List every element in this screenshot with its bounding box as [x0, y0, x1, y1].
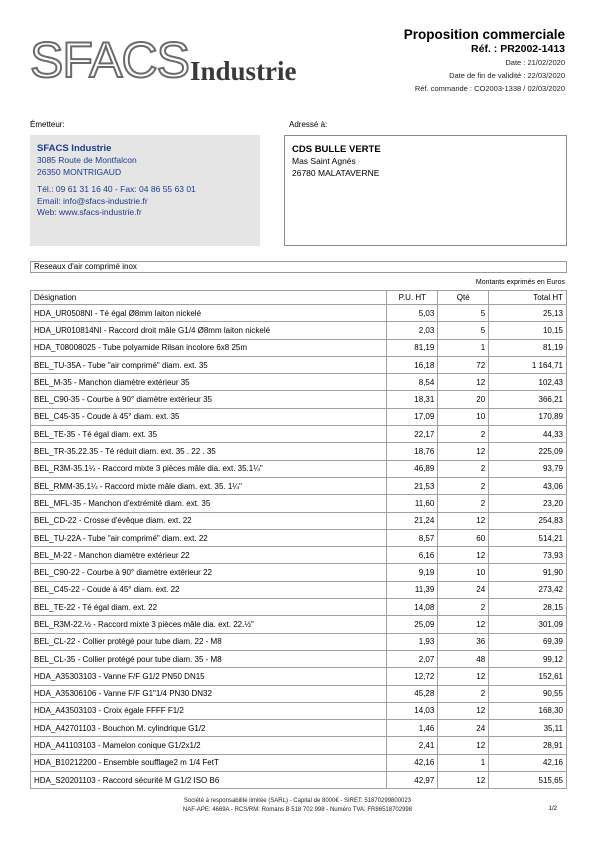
- cell-total: 254,83: [489, 512, 567, 529]
- legal-footer: [0, 797, 595, 815]
- cell-total: 168,30: [489, 702, 567, 719]
- cell-designation: BEL_CL-22 - Collier protégé pour tube diam. 22 - M8: [31, 633, 387, 650]
- cell-designation: HDA_A43503103 - Croix égale FFFF F1/2: [31, 702, 387, 719]
- table-row: [31, 305, 567, 322]
- document-reference: Réf. : PR2002-1413: [471, 43, 565, 55]
- table-row: [31, 495, 567, 512]
- recipient-box: [284, 135, 567, 246]
- recipient-name: CDS BULLE VERTE: [292, 144, 381, 155]
- table-row: [31, 391, 567, 408]
- table-row: [31, 668, 567, 685]
- sender-phone: Tél.: 09 61 31 16 40 - Fax: 04 86 55 63 01: [37, 184, 196, 194]
- table-row: [31, 529, 567, 546]
- company-logo: [30, 32, 315, 88]
- sender-box: [30, 135, 260, 246]
- recipient-address-line1: Mas Saint Agnés: [292, 156, 356, 166]
- cell-designation: BEL_TE-22 - Té égal diam. ext. 22: [31, 599, 387, 616]
- cell-unit-price: 1,46: [387, 720, 438, 737]
- cell-total: 43,06: [489, 477, 567, 494]
- table-row: [31, 408, 567, 425]
- cell-unit-price: 14,03: [387, 702, 438, 719]
- cell-designation: BEL_TU-35A - Tube "air comprimé" diam. ext. 35: [31, 356, 387, 373]
- cell-total: 93,79: [489, 460, 567, 477]
- cell-designation: HDA_S20201103 - Raccord sécurité M G1/2 ISO B6: [31, 772, 387, 789]
- cell-unit-price: 11,60: [387, 495, 438, 512]
- recipient-label: Adressé à:: [289, 120, 328, 129]
- table-row: [31, 547, 567, 564]
- logo-sub-text: Industrie: [190, 56, 297, 86]
- cell-qty: 12: [438, 547, 489, 564]
- cell-total: 90,55: [489, 685, 567, 702]
- cell-qty: 1: [438, 339, 489, 356]
- document-title: Proposition commerciale: [403, 27, 565, 42]
- cell-total: 73,93: [489, 547, 567, 564]
- cell-total: 25,13: [489, 305, 567, 322]
- table-row: [31, 754, 567, 771]
- cell-unit-price: 22,17: [387, 426, 438, 443]
- cell-designation: BEL_R3M-22.½ - Raccord mixte 3 pièces mâle dia. ext. 22.½": [31, 616, 387, 633]
- table-row: [31, 737, 567, 754]
- cell-qty: 2: [438, 495, 489, 512]
- cell-unit-price: 46,89: [387, 460, 438, 477]
- table-row: [31, 581, 567, 598]
- cell-designation: BEL_CD-22 - Crosse d'évêque diam. ext. 22: [31, 512, 387, 529]
- cell-unit-price: 25,09: [387, 616, 438, 633]
- table-row: [31, 356, 567, 373]
- cell-qty: 24: [438, 581, 489, 598]
- table-row: [31, 426, 567, 443]
- cell-designation: BEL_C90-22 - Courbe à 90° diamètre extérieur 22: [31, 564, 387, 581]
- cell-designation: BEL_C45-22 - Coude à 45° diam. ext. 22: [31, 581, 387, 598]
- cell-total: 69,39: [489, 633, 567, 650]
- cell-qty: 20: [438, 391, 489, 408]
- items-table: [30, 290, 567, 789]
- cell-designation: HDA_T08008025 - Tube polyamide Rilsan incolore 6x8 25m: [31, 339, 387, 356]
- header-qty: Qté: [438, 291, 489, 305]
- cell-total: 515,65: [489, 772, 567, 789]
- cell-qty: 2: [438, 599, 489, 616]
- cell-qty: 2: [438, 477, 489, 494]
- cell-qty: 2: [438, 426, 489, 443]
- cell-unit-price: 16,18: [387, 356, 438, 373]
- cell-total: 10,15: [489, 322, 567, 339]
- cell-unit-price: 17,09: [387, 408, 438, 425]
- cell-designation: BEL_M-22 - Manchon diamètre extérieur 22: [31, 547, 387, 564]
- cell-designation: HDA_UR0508NI - Té égal Ø8mm laiton nickelé: [31, 305, 387, 322]
- cell-total: 99,12: [489, 650, 567, 667]
- cell-unit-price: 5,03: [387, 305, 438, 322]
- table-row: [31, 322, 567, 339]
- cell-total: 273,42: [489, 581, 567, 598]
- currency-note: Montants exprimés en Euros: [475, 279, 565, 286]
- logo-main-text: SFACS: [30, 32, 189, 88]
- cell-total: 91,90: [489, 564, 567, 581]
- order-reference: Réf. commande : CO2003-1338 / 02/03/2020: [414, 84, 565, 93]
- cell-qty: 36: [438, 633, 489, 650]
- cell-total: 28,15: [489, 599, 567, 616]
- sender-email: Email: info@sfacs-industrie.fr: [37, 195, 148, 206]
- document-header: [404, 27, 565, 95]
- validity-date: Date de fin de validité : 22/03/2020: [449, 71, 565, 80]
- cell-unit-price: 42,16: [387, 754, 438, 771]
- table-body: [31, 305, 567, 789]
- cell-unit-price: 9,19: [387, 564, 438, 581]
- cell-designation: HDA_B10212200 - Ensemble soufflage2 m 1/4 FetT: [31, 754, 387, 771]
- cell-total: 102,43: [489, 374, 567, 391]
- cell-designation: HDA_A35303103 - Vanne F/F G1/2 PN50 DN15: [31, 668, 387, 685]
- cell-unit-price: 8,57: [387, 529, 438, 546]
- cell-designation: BEL_CL-35 - Collier protégé pour tube diam. 35 - M8: [31, 650, 387, 667]
- sender-name: SFACS Industrie: [37, 143, 112, 154]
- cell-designation: BEL_M-35 - Manchon diamètre extérieur 35: [31, 374, 387, 391]
- cell-total: 225,09: [489, 443, 567, 460]
- cell-unit-price: 42,97: [387, 772, 438, 789]
- cell-designation: HDA_A41103103 - Mamelon conique G1/2x1/2: [31, 737, 387, 754]
- cell-total: 81,19: [489, 339, 567, 356]
- table-row: [31, 616, 567, 633]
- recipient-address-line2: 26780 MALATAVERNE: [292, 167, 380, 178]
- table-row: [31, 512, 567, 529]
- cell-total: 366,21: [489, 391, 567, 408]
- cell-unit-price: 18,76: [387, 443, 438, 460]
- cell-qty: 60: [438, 529, 489, 546]
- cell-total: 514,21: [489, 529, 567, 546]
- table-row: [31, 650, 567, 667]
- cell-unit-price: 21,53: [387, 477, 438, 494]
- cell-qty: 24: [438, 720, 489, 737]
- cell-total: 152,61: [489, 668, 567, 685]
- cell-qty: 12: [438, 702, 489, 719]
- cell-designation: BEL_TE-35 - Té égal diam. ext. 35: [31, 426, 387, 443]
- table-row: [31, 564, 567, 581]
- cell-qty: 10: [438, 408, 489, 425]
- table-row: [31, 460, 567, 477]
- header-designation: Désignation: [31, 291, 387, 305]
- footer-line1: Société à responsabilité limitée (SARL) - Capital de 8000€ - SIRET: 51870299800023: [183, 798, 412, 804]
- cell-total: 23,20: [489, 495, 567, 512]
- cell-unit-price: 8,54: [387, 374, 438, 391]
- table-row: [31, 599, 567, 616]
- proposal-subject: Reseaux d'air comprimé inox: [30, 261, 567, 273]
- cell-qty: 12: [438, 512, 489, 529]
- cell-qty: 72: [438, 356, 489, 373]
- sender-web: Web: www.sfacs-industrie.fr: [37, 207, 142, 217]
- cell-total: 301,09: [489, 616, 567, 633]
- cell-designation: HDA_UR010814NI - Raccord droit mâle G1/4 Ø8mm laiton nickelé: [31, 322, 387, 339]
- cell-unit-price: 18,31: [387, 391, 438, 408]
- table-row: [31, 477, 567, 494]
- cell-unit-price: 12,72: [387, 668, 438, 685]
- page-number: 1/2: [548, 806, 557, 812]
- cell-total: 42,16: [489, 754, 567, 771]
- cell-designation: BEL_MFL-35 - Manchon d'extrémité diam. ext. 35: [31, 495, 387, 512]
- cell-qty: 48: [438, 650, 489, 667]
- cell-designation: HDA_A35306106 - Vanne F/F G1"1/4 PN30 DN32: [31, 685, 387, 702]
- cell-qty: 12: [438, 616, 489, 633]
- cell-unit-price: 81,19: [387, 339, 438, 356]
- cell-total: 44,33: [489, 426, 567, 443]
- cell-unit-price: 14,08: [387, 599, 438, 616]
- cell-total: 1 164,71: [489, 356, 567, 373]
- header-total: Total HT: [489, 291, 567, 305]
- cell-qty: 5: [438, 322, 489, 339]
- document-date: Date : 21/02/2020: [505, 58, 565, 67]
- table-row: [31, 702, 567, 719]
- cell-designation: BEL_RMM-35.1¼ - Raccord mixte mâle diam. ext. 35. 1¼": [31, 477, 387, 494]
- cell-qty: 2: [438, 685, 489, 702]
- cell-qty: 2: [438, 460, 489, 477]
- table-row: [31, 772, 567, 789]
- cell-qty: 5: [438, 305, 489, 322]
- cell-designation: BEL_R3M-35.1¼ - Raccord mixte 3 pièces mâle dia. ext. 35.1¼": [31, 460, 387, 477]
- header-unit-price: P.U. HT: [387, 291, 438, 305]
- cell-qty: 12: [438, 772, 489, 789]
- cell-qty: 12: [438, 737, 489, 754]
- cell-unit-price: 2,07: [387, 650, 438, 667]
- cell-total: 35,11: [489, 720, 567, 737]
- cell-total: 170,89: [489, 408, 567, 425]
- table-row: [31, 720, 567, 737]
- table-row: [31, 633, 567, 650]
- cell-unit-price: 2,41: [387, 737, 438, 754]
- cell-qty: 10: [438, 564, 489, 581]
- cell-designation: BEL_TU-22A - Tube "air comprimé" diam. ext. 22: [31, 529, 387, 546]
- cell-unit-price: 2,03: [387, 322, 438, 339]
- table-row: [31, 685, 567, 702]
- cell-qty: 12: [438, 668, 489, 685]
- cell-unit-price: 21,24: [387, 512, 438, 529]
- table-row: [31, 339, 567, 356]
- cell-total: 28,91: [489, 737, 567, 754]
- cell-qty: 12: [438, 374, 489, 391]
- cell-designation: HDA_A42701103 - Bouchon M. cylindrique G1/2: [31, 720, 387, 737]
- cell-designation: BEL_TR-35.22.35 - Té réduit diam. ext. 35 . 22 . 35: [31, 443, 387, 460]
- table-header-row: [31, 291, 567, 305]
- cell-unit-price: 6,16: [387, 547, 438, 564]
- cell-qty: 12: [438, 443, 489, 460]
- cell-qty: 1: [438, 754, 489, 771]
- cell-unit-price: 1,93: [387, 633, 438, 650]
- sender-address-line1: 3085 Route de Montfalcon: [37, 155, 137, 165]
- footer-line2: NAF-APE: 4669A - RCS/RM: Romans B 518 702 998 - Numéro TVA: FR86518702998: [182, 807, 413, 813]
- table-row: [31, 443, 567, 460]
- sender-label: Émetteur:: [30, 120, 65, 129]
- cell-designation: BEL_C45-35 - Coude à 45° diam. ext. 35: [31, 408, 387, 425]
- cell-unit-price: 45,28: [387, 685, 438, 702]
- sender-address-line2: 26350 MONTRIGAUD: [37, 166, 122, 177]
- table-row: [31, 374, 567, 391]
- cell-designation: BEL_C90-35 - Courbe à 90° diamètre extérieur 35: [31, 391, 387, 408]
- cell-unit-price: 11,39: [387, 581, 438, 598]
